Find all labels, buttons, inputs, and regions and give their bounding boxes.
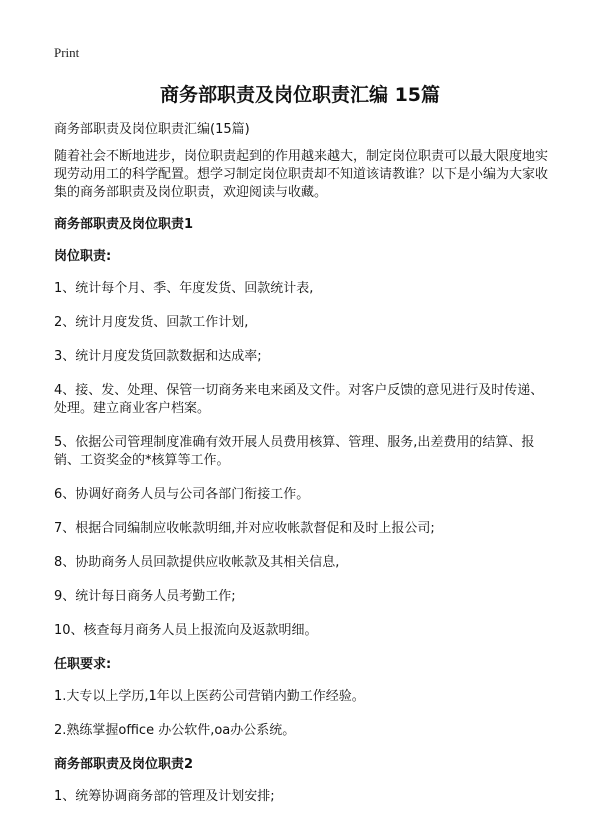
duty-item: 5、依据公司管理制度准确有效开展人员费用核算、管理、服务,出差费用的结算、报销、工资奖金的*核算等工作。	[54, 435, 535, 468]
section-1-title: 商务部职责及岗位职责1	[54, 217, 194, 232]
duty-item: 9、统计每日商务人员考勤工作;	[54, 589, 236, 604]
section-2-title: 商务部职责及岗位职责2	[54, 757, 194, 772]
duty-item: 4、接、发、处理、保管一切商务来电来函及文件。对客户反馈的意见进行及时传递、处理。建立商业客户档案。	[54, 383, 544, 416]
duty-item: 10、核查每月商务人员上报流向及返款明细。	[54, 623, 318, 638]
document-subtitle: 商务部职责及岗位职责汇编(15篇)	[54, 122, 250, 137]
duty-item: 1、统计每个月、季、年度发货、回款统计表,	[54, 281, 314, 296]
document-title: 商务部职责及岗位职责汇编 15篇	[159, 84, 441, 106]
duty-item: 2、统计月度发货、回款工作计划,	[54, 315, 249, 330]
requirements-heading: 任职要求:	[54, 657, 112, 672]
duty-item: 1、统筹协调商务部的管理及计划安排;	[54, 789, 275, 804]
duty-item: 6、协调好商务人员与公司各部门衔接工作。	[54, 487, 310, 502]
duties-heading: 岗位职责:	[54, 249, 112, 264]
duty-item: 8、协助商务人员回款提供应收帐款及其相关信息,	[54, 555, 340, 570]
print-link[interactable]: Print	[54, 45, 80, 60]
intro-paragraph: 随着社会不断地进步，岗位职责起到的作用越来越大，制定岗位职责可以最大限度地实现劳动用工的科学配置。想学习制定岗位职责却不知道该请教谁？以下是小编为大家收集的商务部职责及岗位职责，欢迎阅读与收藏。	[54, 149, 549, 200]
duty-item: 3、统计月度发货回款数据和达成率;	[54, 349, 262, 364]
document-body	[54, 121, 554, 822]
requirement-item: 1.大专以上学历,1年以上医药公司营销内勤工作经验。	[54, 689, 365, 704]
requirement-item: 2.熟练掌握office 办公软件,oa办公系统。	[54, 723, 296, 738]
duty-item: 7、根据合同编制应收帐款明细,并对应收帐款督促和及时上报公司;	[54, 521, 435, 536]
